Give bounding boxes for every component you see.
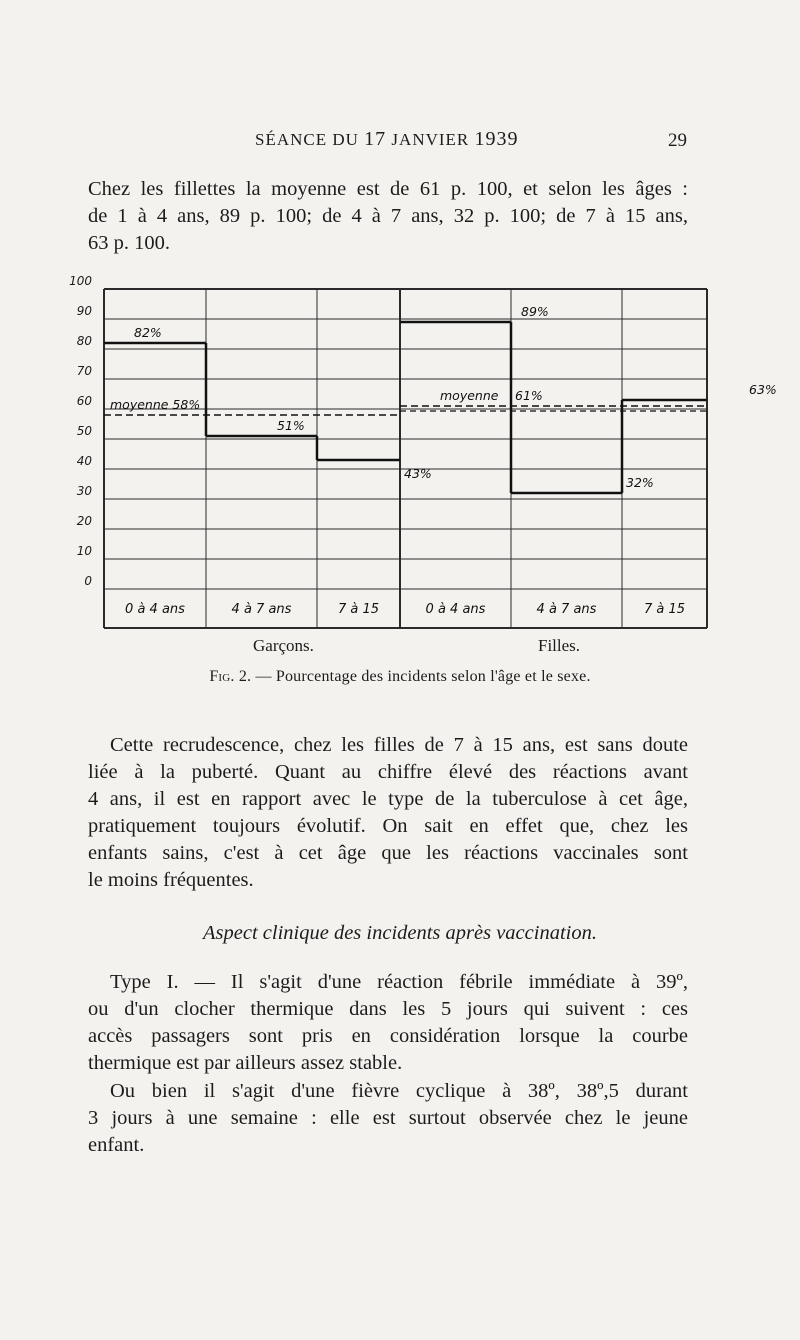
bar-value-label: 43% bbox=[404, 466, 432, 481]
chart-grid bbox=[104, 289, 707, 628]
page-header bbox=[0, 128, 800, 158]
body-paragraph bbox=[88, 732, 688, 894]
y-tick-label: 40 bbox=[76, 454, 92, 468]
paragraph-line: enfant. bbox=[88, 1134, 145, 1156]
running-title-year: 1939 bbox=[474, 128, 519, 150]
body-paragraph bbox=[88, 969, 688, 1077]
mean-label: moyenne bbox=[440, 388, 499, 403]
running-title-day: 17 bbox=[364, 128, 387, 150]
group-label-boys: Garçons. bbox=[253, 636, 314, 655]
running-title bbox=[255, 128, 519, 151]
y-axis bbox=[69, 274, 92, 588]
page-number: 29 bbox=[668, 130, 687, 151]
paragraph-line: ou d'un clocher thermique dans les 5 jours qui suivent : ces bbox=[88, 998, 688, 1020]
y-tick-label: 90 bbox=[76, 304, 92, 318]
category-label: 7 à 15 bbox=[643, 602, 686, 617]
figure-chart bbox=[0, 270, 800, 670]
y-tick-label: 30 bbox=[76, 484, 92, 498]
figure-separator: — bbox=[255, 668, 272, 685]
paragraph-line: pratiquement toujours évolutif. On sait en effet que, chez les bbox=[88, 815, 688, 837]
section-heading: Aspect clinique des incidents après vaccination. bbox=[203, 922, 597, 944]
paragraph-line: 3 jours à une semaine : elle est surtout observée chez le jeune bbox=[88, 1107, 688, 1129]
category-label: 0 à 4 ans bbox=[425, 602, 486, 617]
bar-value-label: 51% bbox=[277, 418, 305, 433]
category-label: 0 à 4 ans bbox=[125, 602, 185, 617]
paragraph-line: thermique est par ailleurs assez stable. bbox=[88, 1052, 403, 1074]
figure-title: Pourcentage des incidents selon l'âge et le sexe. bbox=[275, 668, 591, 685]
bar-value-label: 32% bbox=[626, 475, 654, 490]
intro-line: Chez les fillettes la moyenne est de 61 p. 100, et selon les âges : bbox=[88, 178, 688, 200]
intro-line: 63 p. 100. bbox=[88, 232, 170, 254]
y-tick-label: 60 bbox=[76, 394, 92, 408]
body-paragraph bbox=[88, 1078, 688, 1159]
paragraph-line: Type I. — Il s'agit d'une réaction fébrile immédiate à 39º, bbox=[110, 971, 688, 993]
group-label-girls: Filles. bbox=[538, 636, 581, 655]
figure-caption bbox=[0, 668, 800, 686]
running-title-text: SÉANCE DU bbox=[255, 130, 359, 149]
mean-label: moyenne 58% bbox=[110, 397, 201, 412]
category-label: 4 à 7 ans bbox=[536, 602, 597, 617]
bar-value-label: 82% bbox=[134, 325, 162, 340]
paragraph-line: Cette recrudescence, chez les filles de 7 à 15 ans, est sans doute bbox=[110, 734, 688, 756]
y-tick-label: 70 bbox=[76, 364, 92, 378]
y-tick-label: 50 bbox=[76, 424, 92, 438]
paragraph-line: 4 ans, il est en rapport avec le type de la tuberculose à cet âge, bbox=[88, 788, 688, 810]
running-title-month: JANVIER bbox=[391, 130, 470, 149]
bar-value-label: 63% bbox=[749, 382, 777, 397]
intro-line: de 1 à 4 ans, 89 p. 100; de 4 à 7 ans, 32 p. 100; de 7 à 15 ans, bbox=[88, 205, 688, 227]
y-tick-label: 10 bbox=[76, 544, 92, 558]
y-tick-label: 20 bbox=[76, 514, 92, 528]
y-tick-label: 100 bbox=[69, 274, 92, 288]
category-label: 7 à 15 bbox=[337, 602, 380, 617]
intro-paragraph bbox=[88, 176, 688, 257]
paragraph-line: Ou bien il s'agit d'une fièvre cyclique à 38º, 38º,5 durant bbox=[110, 1080, 688, 1102]
mean-value-label: 61% bbox=[515, 388, 543, 403]
category-label: 4 à 7 ans bbox=[231, 602, 292, 617]
y-tick-label: 80 bbox=[76, 334, 92, 348]
figure-label: Fig. 2. bbox=[209, 668, 252, 685]
paragraph-line: liée à la puberté. Quant au chiffre élevé des réactions avant bbox=[88, 761, 688, 783]
chart-value-labels bbox=[110, 304, 777, 490]
paragraph-line: enfants sains, c'est à cet âge que les réactions vaccinales sont bbox=[88, 842, 688, 864]
bar-value-label: 89% bbox=[521, 304, 549, 319]
chart-category-labels bbox=[125, 602, 685, 617]
y-tick-label: 0 bbox=[84, 574, 92, 588]
paragraph-line: accès passagers sont pris en considération lorsque la courbe bbox=[88, 1025, 688, 1047]
paragraph-line: le moins fréquentes. bbox=[88, 869, 254, 891]
